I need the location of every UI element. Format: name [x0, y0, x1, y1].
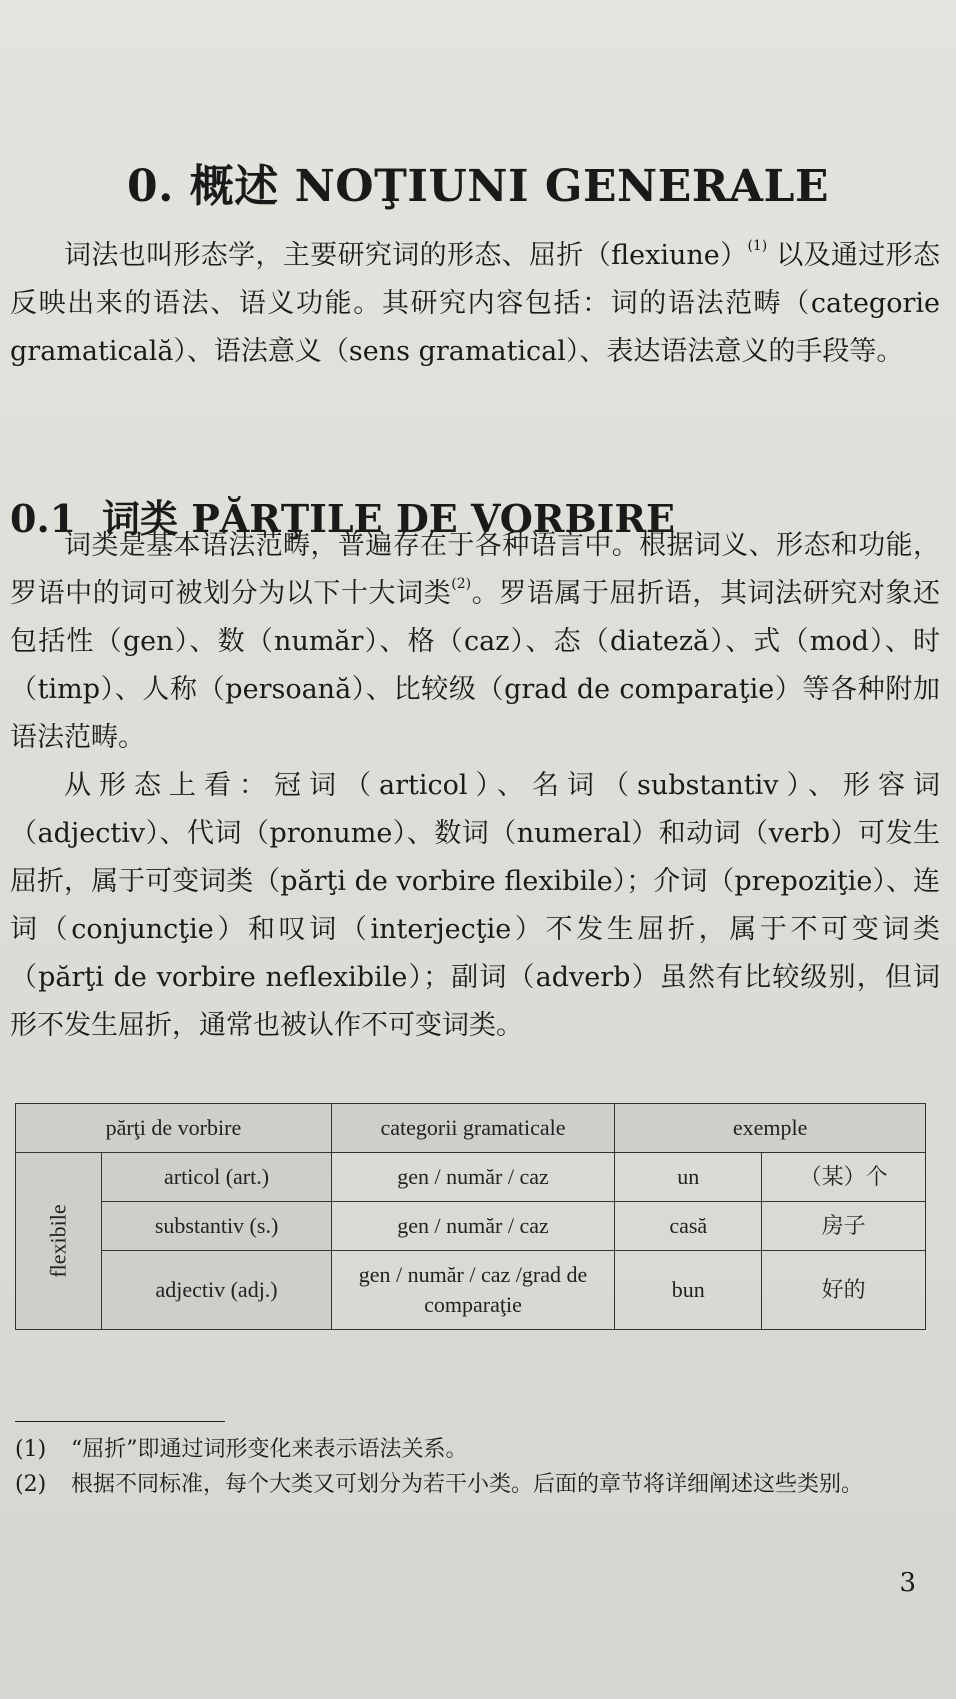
pos-cell: substantiv (s.): [102, 1202, 331, 1251]
flexibile-group-cell: [16, 1153, 102, 1330]
categories-cell: gen / număr / caz /grad de comparaţie: [331, 1251, 614, 1330]
table-row: [16, 1251, 926, 1330]
footnote-mark: (1): [15, 1437, 47, 1462]
parts-of-speech-table: [15, 1103, 926, 1330]
header-parts-of-speech: părţi de vorbire: [16, 1104, 332, 1153]
example-zh-cell: （某）个: [762, 1153, 926, 1202]
chapter-title: 0. 概述 NOŢIUNI GENERALE: [127, 161, 829, 212]
table-row: [16, 1202, 926, 1251]
example-ro-cell: bun: [615, 1251, 762, 1330]
footnote-2: [15, 1467, 935, 1503]
table-row: [16, 1153, 926, 1202]
table-header-row: [16, 1104, 926, 1153]
section-heading: 词类 PĂRŢILE DE VORBIRE: [102, 496, 675, 541]
example-ro-cell: un: [615, 1153, 762, 1202]
para1-text-end: 。罗语属于屈折语，其词法研究对象还包括性（gen）、数（număr）、格（caz）、态（diateză）、式（mod）、时（timp）、人称（persoană）、比较级（grad de comparaţie）等各种附加语法范畴。: [10, 578, 941, 753]
footnote-ref-1: (1): [747, 238, 768, 254]
example-zh-cell: 房子: [762, 1202, 926, 1251]
header-grammatical-categories: categorii gramaticale: [331, 1104, 614, 1153]
word-classes-paragraph: [10, 522, 940, 762]
footnote-1: [15, 1432, 935, 1468]
categories-cell: gen / număr / caz: [331, 1202, 614, 1251]
section-number: 0.1: [10, 496, 77, 541]
pos-cell: articol (art.): [102, 1153, 331, 1202]
example-ro-cell: casă: [615, 1202, 762, 1251]
header-examples: exemple: [615, 1104, 926, 1153]
footnote-text: 根据不同标准，每个大类又可划分为若干小类。后面的章节将详细阐述这些类别。: [71, 1472, 864, 1497]
morphology-paragraph: 从形态上看：冠词（articol）、名词（substantiv）、形容词（adjectiv）、代词（pronume）、数词（numeral）和动词（verb）可发生屈折，属于可变词类（părţi de vorbire flexibile）；介词（prepoziţie）、连词（conjuncţie）和叹词（interjecţie）不发生屈折，属于不可变词类（părţi de vorbire neflexibile）；副词（adverb）虽然有比较级别，但词形不发生屈折，通常也被认作不可变词类。: [10, 770, 940, 1041]
para1-text-start: 词类是基本语法范畴，普遍存在于各种语言中。根据词义、形态和功能，罗语中的词可被划分为以下十大词类: [10, 530, 940, 609]
footnote-ref-2: (2): [451, 576, 472, 592]
intro-text-start: 词法也叫形态学，主要研究词的形态、屈折（flexiune）: [64, 240, 748, 271]
pos-cell: adjectiv (adj.): [102, 1251, 331, 1330]
footnote-divider: [15, 1421, 225, 1422]
flexibile-label: flexibile: [45, 1204, 71, 1278]
page-number: 3: [899, 1568, 916, 1598]
categories-cell: gen / număr / caz: [331, 1153, 614, 1202]
footnote-text: “屈折”即通过词形变化来表示语法关系。: [71, 1437, 468, 1462]
intro-text-end: 以及通过形态反映出来的语法、语义功能。其研究内容包括：词的语法范畴（categorie gramaticală）、语法意义（sens gramatical）、表达语法意义的手段等。: [10, 240, 940, 367]
intro-paragraph: [10, 232, 940, 376]
footnote-mark: (2): [15, 1472, 47, 1497]
example-zh-cell: 好的: [762, 1251, 926, 1330]
